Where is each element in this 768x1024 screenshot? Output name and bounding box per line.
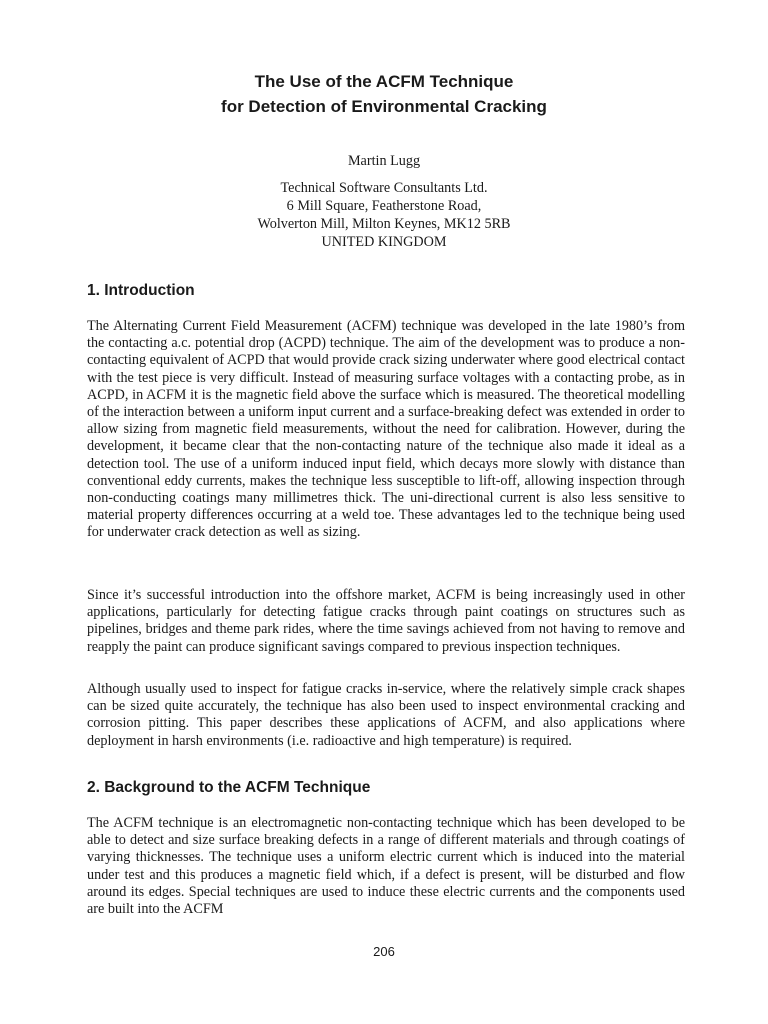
author-block bbox=[0, 152, 768, 251]
title-block bbox=[0, 69, 768, 119]
section-heading-background: 2. Background to the ACFM Technique bbox=[87, 779, 371, 796]
background-paragraph-1: The ACFM technique is an electromagnetic non-contacting technique which has been developed to be able to detect and size surface breaking defects in a range of different materials and through coatings of varying thicknesses. The technique uses a uniform electric current which is induced into the material under test and this produces a magnetic field which, if a defect is present, will be disturbed and flow around its edges. Special techniques are used to induce these electric currents and the components used are built into the ACFM bbox=[87, 815, 685, 918]
affiliation-line: Technical Software Consultants Ltd. bbox=[280, 180, 488, 196]
affiliation-line: UNITED KINGDOM bbox=[321, 234, 447, 250]
paper-title-line-1: The Use of the ACFM Technique bbox=[254, 72, 514, 91]
author-name: Martin Lugg bbox=[347, 153, 421, 169]
section-heading-introduction: 1. Introduction bbox=[87, 282, 195, 299]
intro-paragraph-1: The Alternating Current Field Measurement (ACFM) technique was developed in the late 1980’s from the contacting a.c. potential drop (ACPD) technique. The aim of the development was to produce a non-contacting equivalent of ACPD that would provide crack sizing underwater where good electrical contact with the test piece is very difficult. Instead of measuring surface voltages with a contacting probe, as in ACPD, in ACFM it is the magnetic field above the surface which is measured. The theoretical modelling of the interaction between a uniform input current and a surface-breaking defect was extended in order to allow sizing from magnetic field measurements, without the need for calibration. However, during the development, it became clear that the non-contacting nature of the technique also made it ideal as a detection tool. The use of a uniform induced input field, which decays more slowly with distance than conventional eddy currents, makes the technique less susceptible to lift-off, allowing inspection through non-conducting coatings many millimetres thick. The uni-directional current is also less sensitive to material property differences occurring at a weld toe. These advantages led to the technique being used for underwater crack detection as well as sizing. bbox=[87, 318, 685, 541]
affiliation-line: 6 Mill Square, Featherstone Road, bbox=[286, 198, 482, 214]
affiliation-line: Wolverton Mill, Milton Keynes, MK12 5RB bbox=[257, 216, 511, 232]
intro-paragraph-2: Since it’s successful introduction into the offshore market, ACFM is being increasingly used in other applications, particularly for detecting fatigue cracks through paint coatings on structures such as pipelines, bridges and theme park rides, where the time savings achieved from not having to remove and reapply the paint can produce significant savings compared to previous inspection techniques. bbox=[87, 587, 685, 655]
intro-paragraph-3: Although usually used to inspect for fatigue cracks in-service, where the relatively simple crack shapes can be sized quite accurately, the technique has also been used to inspect environmental cracking and corrosion pitting. This paper describes these applications of ACFM, and also applications where deployment in harsh environments (i.e. radioactive and high temperature) is required. bbox=[87, 681, 685, 749]
page-number: 206 bbox=[373, 944, 395, 959]
paper-title-line-2: for Detection of Environmental Cracking bbox=[221, 97, 547, 116]
